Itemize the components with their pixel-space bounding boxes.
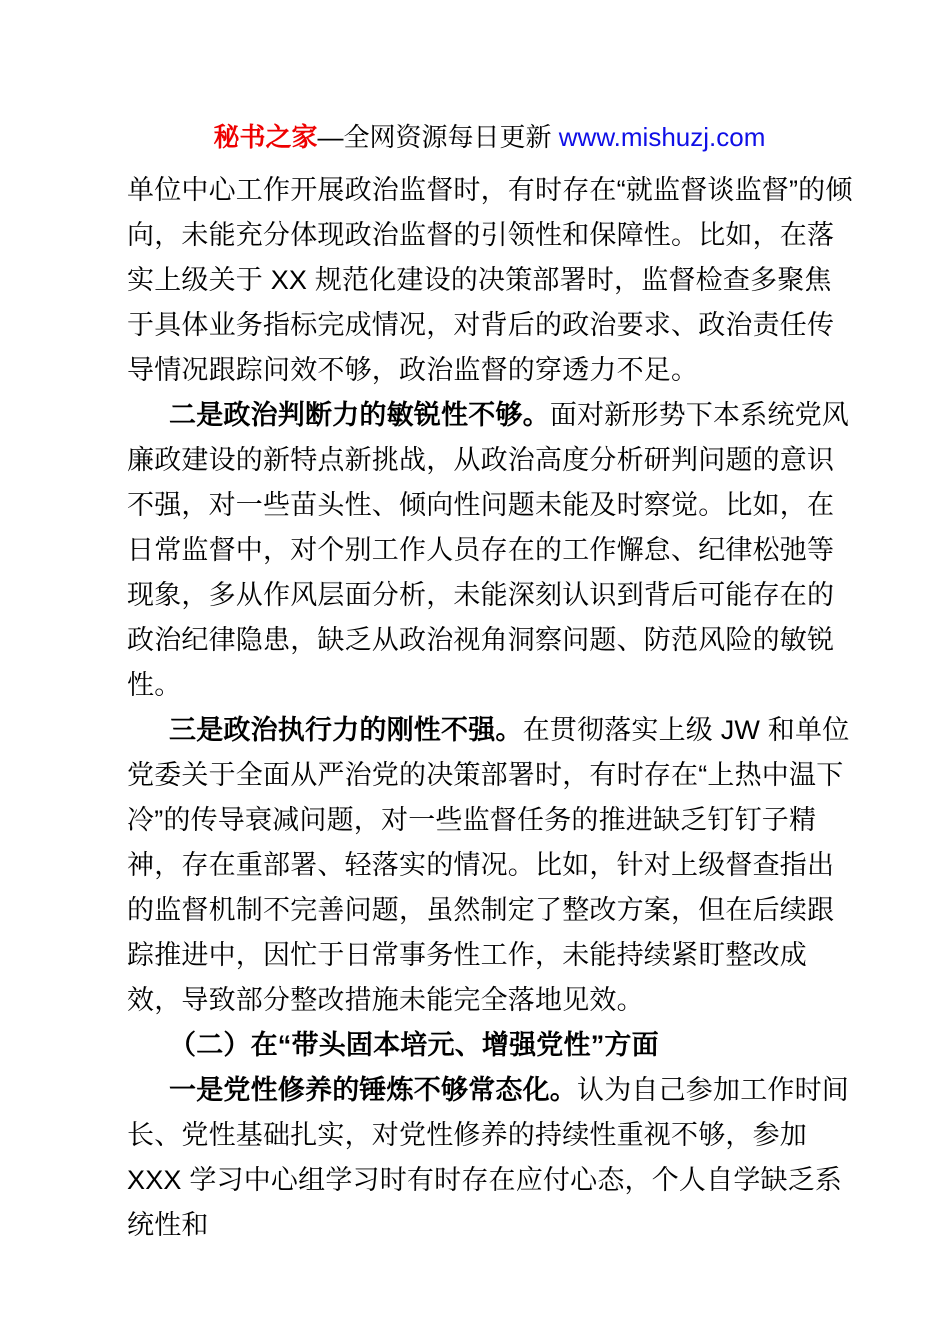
site-tagline: —全网资源每日更新 [317,122,559,152]
bold-text-run: （二）在“带头固本培元、增强党性”方面 [169,1030,659,1060]
text-run: 在贯彻落实上级 JW 和单位党委关于全面从严治党的决策部署时，有时存在“上热中温下冷”的传导衰减问题，对一些监督任务的推进缺乏钉钉子精神，存在重部署、轻落实的情况。比如，针对上级督查指出的监督机制不完善问题，虽然制定了整改方案，但在后续跟踪推进中，因忙于日常事务性工作，未能持续紧盯整改成效，导致部分整改措施未能完全落地见效。 [127,715,850,1015]
text-run: 认为自己参加工作时间长、党性基础扎实，对党性修养的持续性重视不够，参加 XXX 学习中心组学习时有时存在应付心态，个人自学缺乏系统性和 [127,1075,849,1240]
document-body [127,168,853,1248]
site-url-link[interactable]: www.mishuzj.com [558,122,766,152]
bold-text-run: 三是政治执行力的刚性不强。 [169,715,523,745]
paragraph [127,1068,853,1248]
text-run: 面对新形势下本系统党风廉政建设的新特点新挑战，从政治高度分析研判问题的意识不强，对一些苗头性、倾向性问题未能及时察觉。比如，在日常监督中，对个别工作人员存在的工作懈怠、纪律松弛等现象，多从作风层面分析，未能深刻认识到背后可能存在的政治纪律隐患，缺乏从政治视角洞察问题、防范风险的敏锐性。 [127,400,850,700]
section-heading [127,1023,853,1068]
site-logo-text: 秘书之家 [213,122,318,152]
paragraph [127,393,853,708]
bold-text-run: 一是党性修养的锤炼不够常态化。 [169,1075,577,1105]
paragraph [127,708,853,1023]
bold-text-run: 二是政治判断力的敏锐性不够。 [169,400,550,430]
paragraph [127,168,853,393]
text-run: 单位中心工作开展政治监督时，有时存在“就监督谈监督”的倾向，未能充分体现政治监督的引领性和保障性。比如，在落实上级关于 XX 规范化建设的决策部署时，监督检查多聚焦于具体业务指标完成情况，对背后的政治要求、政治责任传导情况跟踪问效不够，政治监督的穿透力不足。 [127,175,853,385]
